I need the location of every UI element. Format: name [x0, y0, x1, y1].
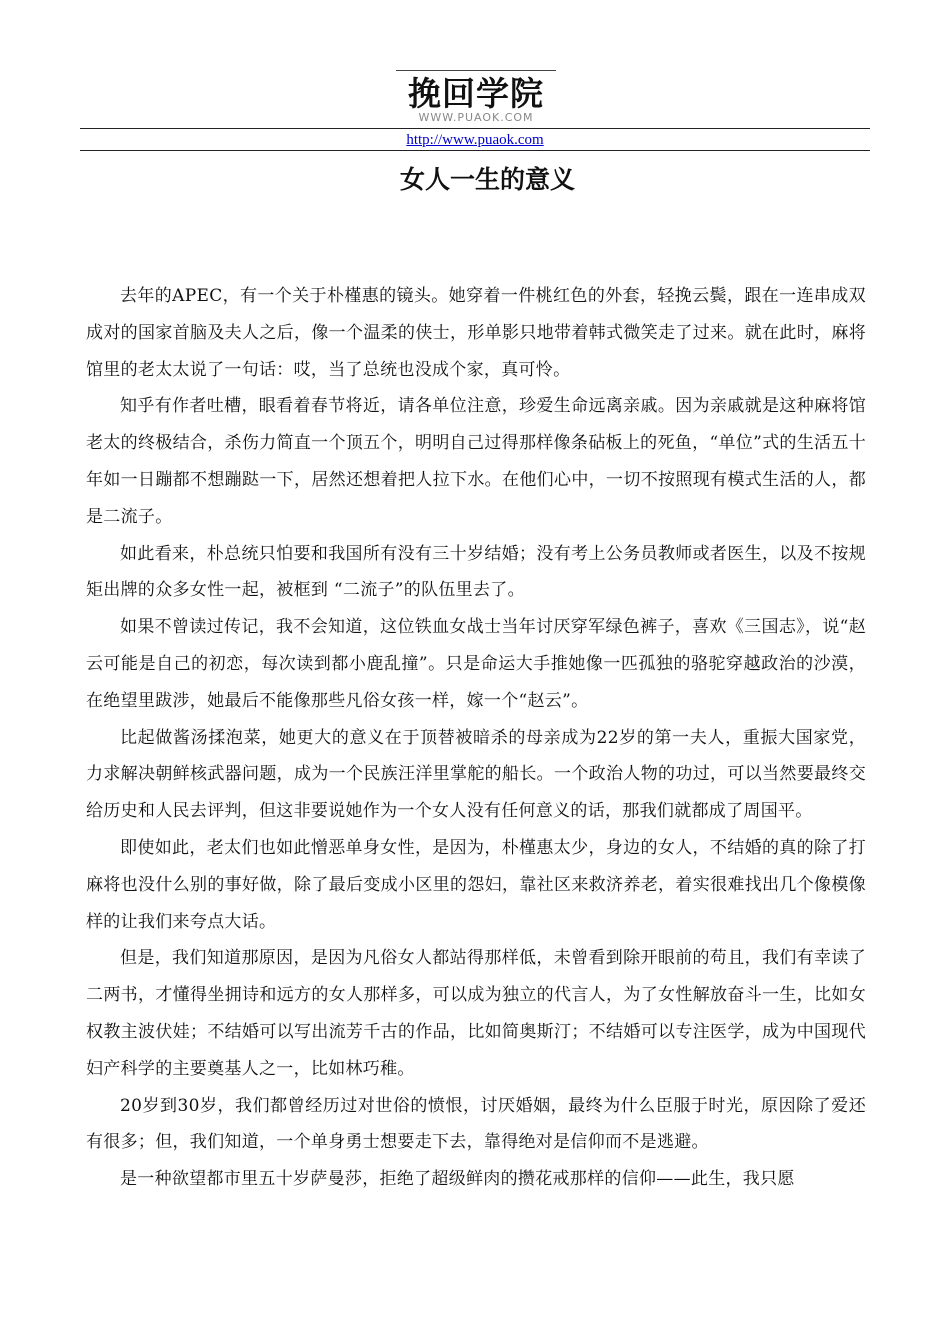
- paragraph: 如果不曾读过传记，我不会知道，这位铁血女战士当年讨厌穿军绿色裤子，喜欢《三国志》，说“赵云可能是自己的初恋，每次读到都小鹿乱撞”。只是命运大手推她像一匹孤独的骆驼穿越政治的沙漠，在绝望里跋涉，她最后不能像那些凡俗女孩一样，嫁一个“赵云”。: [86, 617, 866, 711]
- logo-text: 挽回学院: [408, 74, 544, 113]
- article-title: 女人一生的意义: [399, 165, 575, 194]
- paragraph: 知乎有作者吐槽，眼看着春节将近，请各单位注意，珍爱生命远离亲戚。因为亲戚就是这种麻将馆老太的终极结合，杀伤力简直一个顶五个，明明自己过得那样像条砧板上的死鱼，“单位”式的生活五十年如一日蹦都不想蹦跶一下，居然还想着把人拉下水。在他们心中，一切不按照现有模式生活的人，都是二流子。: [86, 396, 866, 527]
- paragraph: 即使如此，老太们也如此憎恶单身女性，是因为，朴槿惠太少，身边的女人，不结婚的真的除了打麻将也没什么别的事好做，除了最后变成小区里的怨妇，靠社区来救济养老，着实很难找出几个像模像样的让我们来夸点大话。: [86, 837, 866, 932]
- header-divider-top: [80, 128, 870, 129]
- paragraph: 比起做酱汤揉泡菜，她更大的意义在于顶替被暗杀的母亲成为22岁的第一夫人，重振大国家党，力求解决朝鲜核武器问题，成为一个民族汪洋里掌舵的船长。一个政治人物的功过，可以当然要最终交给历史和人民去评判，但这非要说她作为一个女人没有任何意义的话，那我们就都成了周国平。: [86, 727, 866, 822]
- paragraph: 如此看来，朴总统只怕要和我国所有没有三十岁结婚；没有考上公务员教师或者医生，以及不按规矩出牌的众多女性一起，被框到 “二流子”的队伍里去了。: [86, 543, 866, 601]
- header-divider-bottom: [80, 150, 870, 151]
- paragraph: 去年的APEC，有一个关于朴槿惠的镜头。她穿着一件桃红色的外套，轻挽云鬓，跟在一连串成双成对的国家首脑及夫人之后，像一个温柔的侠士，形单影只地带着韩式微笑走了过来。就在此时，麻将馆里的老太太说了一句话：哎，当了总统也没成个家，真可怜。: [86, 286, 866, 380]
- site-url-link[interactable]: http://www.puaok.com: [406, 132, 544, 148]
- paragraph: 20岁到30岁，我们都曾经历过对世俗的愤恨，讨厌婚姻，最终为什么臣服于时光，原因除了爱还有很多；但，我们知道，一个单身勇士想要走下去，靠得绝对是信仰而不是逃避。: [86, 1095, 866, 1153]
- logo-top-line: [396, 70, 556, 71]
- paragraph: 但是，我们知道那原因，是因为凡俗女人都站得那样低，未曾看到除开眼前的苟且，我们有幸读了二两书，才懂得坐拥诗和远方的女人那样多，可以成为独立的代言人，为了女性解放奋斗一生，比如女权教主波伏娃；不结婚可以写出流芳千古的作品，比如简奥斯汀；不结婚可以专注医学，成为中国现代妇产科学的主要奠基人之一，比如林巧稚。: [86, 948, 866, 1079]
- paragraph: 是一种欲望都市里五十岁萨曼莎，拒绝了超级鲜肉的攒花戒那样的信仰——此生，我只愿: [120, 1169, 795, 1190]
- site-logo: [396, 68, 556, 126]
- logo-subtext: WWW.PUAOK.COM: [418, 111, 534, 124]
- article-body: [86, 278, 866, 1198]
